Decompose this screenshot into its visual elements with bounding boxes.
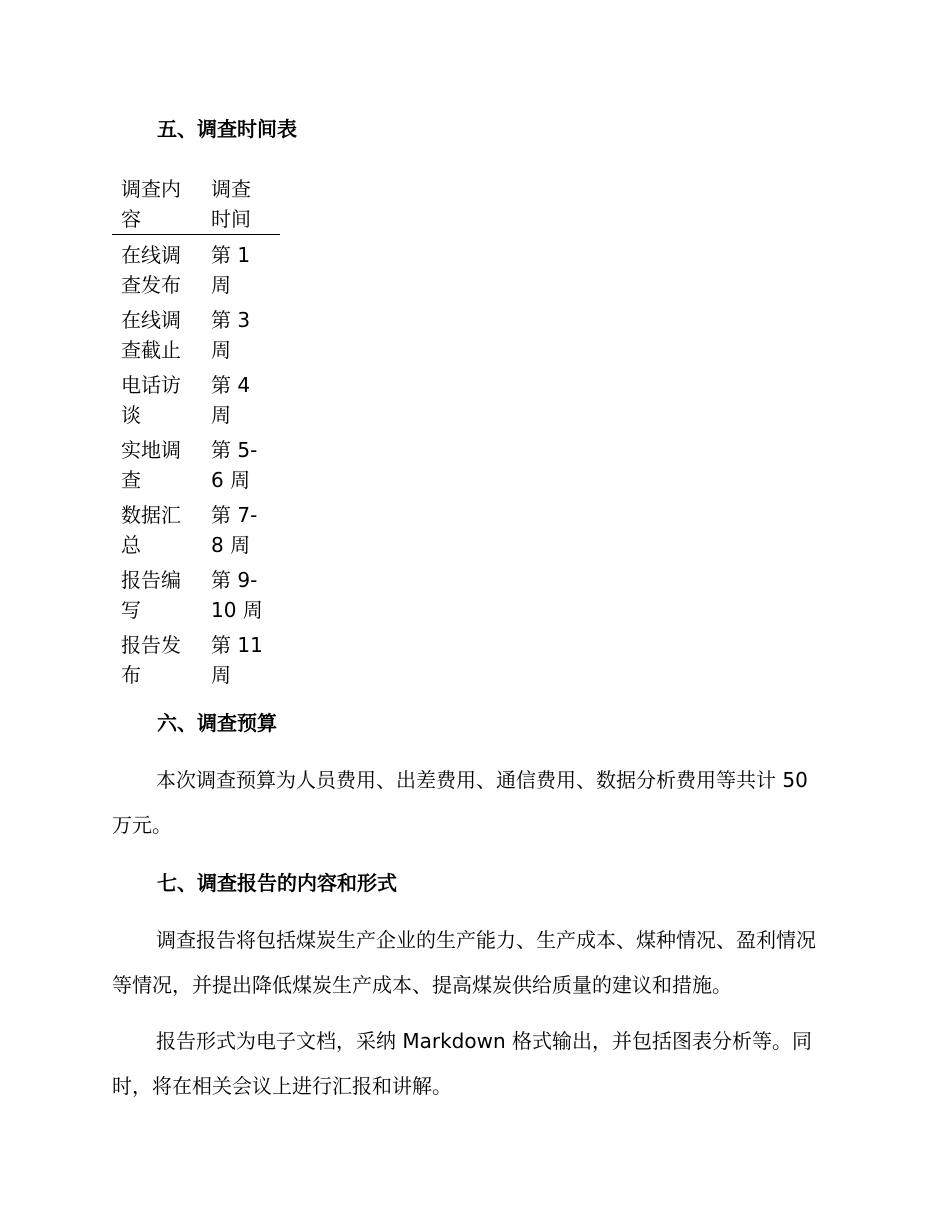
header-content: 调查内容 xyxy=(121,177,181,231)
row-content: 在线调查截止 xyxy=(121,308,181,362)
report-format-paragraph: 报告形式为电子文档，采纳 Markdown 格式输出，并包括图表分析等。同时，将在相关会议上进行汇报和讲解。 xyxy=(112,1029,812,1098)
section7-heading: 七、调查报告的内容和形式 xyxy=(157,871,397,895)
report-content-paragraph: 调查报告将包括煤炭生产企业的生产能力、生产成本、煤种情况、盈利情况等情况，并提出降低煤炭生产成本、提高煤炭供给质量的建议和措施。 xyxy=(112,928,816,997)
header-time: 调查时间 xyxy=(211,177,251,231)
row-content: 电话访谈 xyxy=(121,373,181,427)
table-row xyxy=(112,305,280,370)
table-row xyxy=(112,500,280,565)
row-time: 第 9-10 周 xyxy=(211,568,263,622)
row-time: 第 11 周 xyxy=(211,633,263,687)
row-time: 第 4 周 xyxy=(211,373,251,427)
row-content: 实地调查 xyxy=(121,438,181,492)
section5-heading: 五、调查时间表 xyxy=(157,117,297,141)
row-content: 数据汇总 xyxy=(121,503,181,557)
section6-heading: 六、调查预算 xyxy=(157,711,277,735)
table-row xyxy=(112,565,280,630)
row-content: 在线调查发布 xyxy=(121,243,181,297)
row-time: 第 1 周 xyxy=(211,243,251,297)
table-row xyxy=(112,370,280,435)
table-row xyxy=(112,630,280,695)
budget-paragraph: 本次调查预算为人员费用、出差费用、通信费用、数据分析费用等共计 50 万元。 xyxy=(112,768,808,837)
row-content: 报告发布 xyxy=(121,633,181,687)
row-time: 第 3 周 xyxy=(211,308,251,362)
row-content: 报告编写 xyxy=(121,568,181,622)
row-time: 第 7-8 周 xyxy=(211,503,258,557)
table-row xyxy=(112,235,280,306)
schedule-table xyxy=(112,174,280,695)
row-time: 第 5-6 周 xyxy=(211,438,258,492)
table-header-row xyxy=(112,174,280,235)
table-row xyxy=(112,435,280,500)
